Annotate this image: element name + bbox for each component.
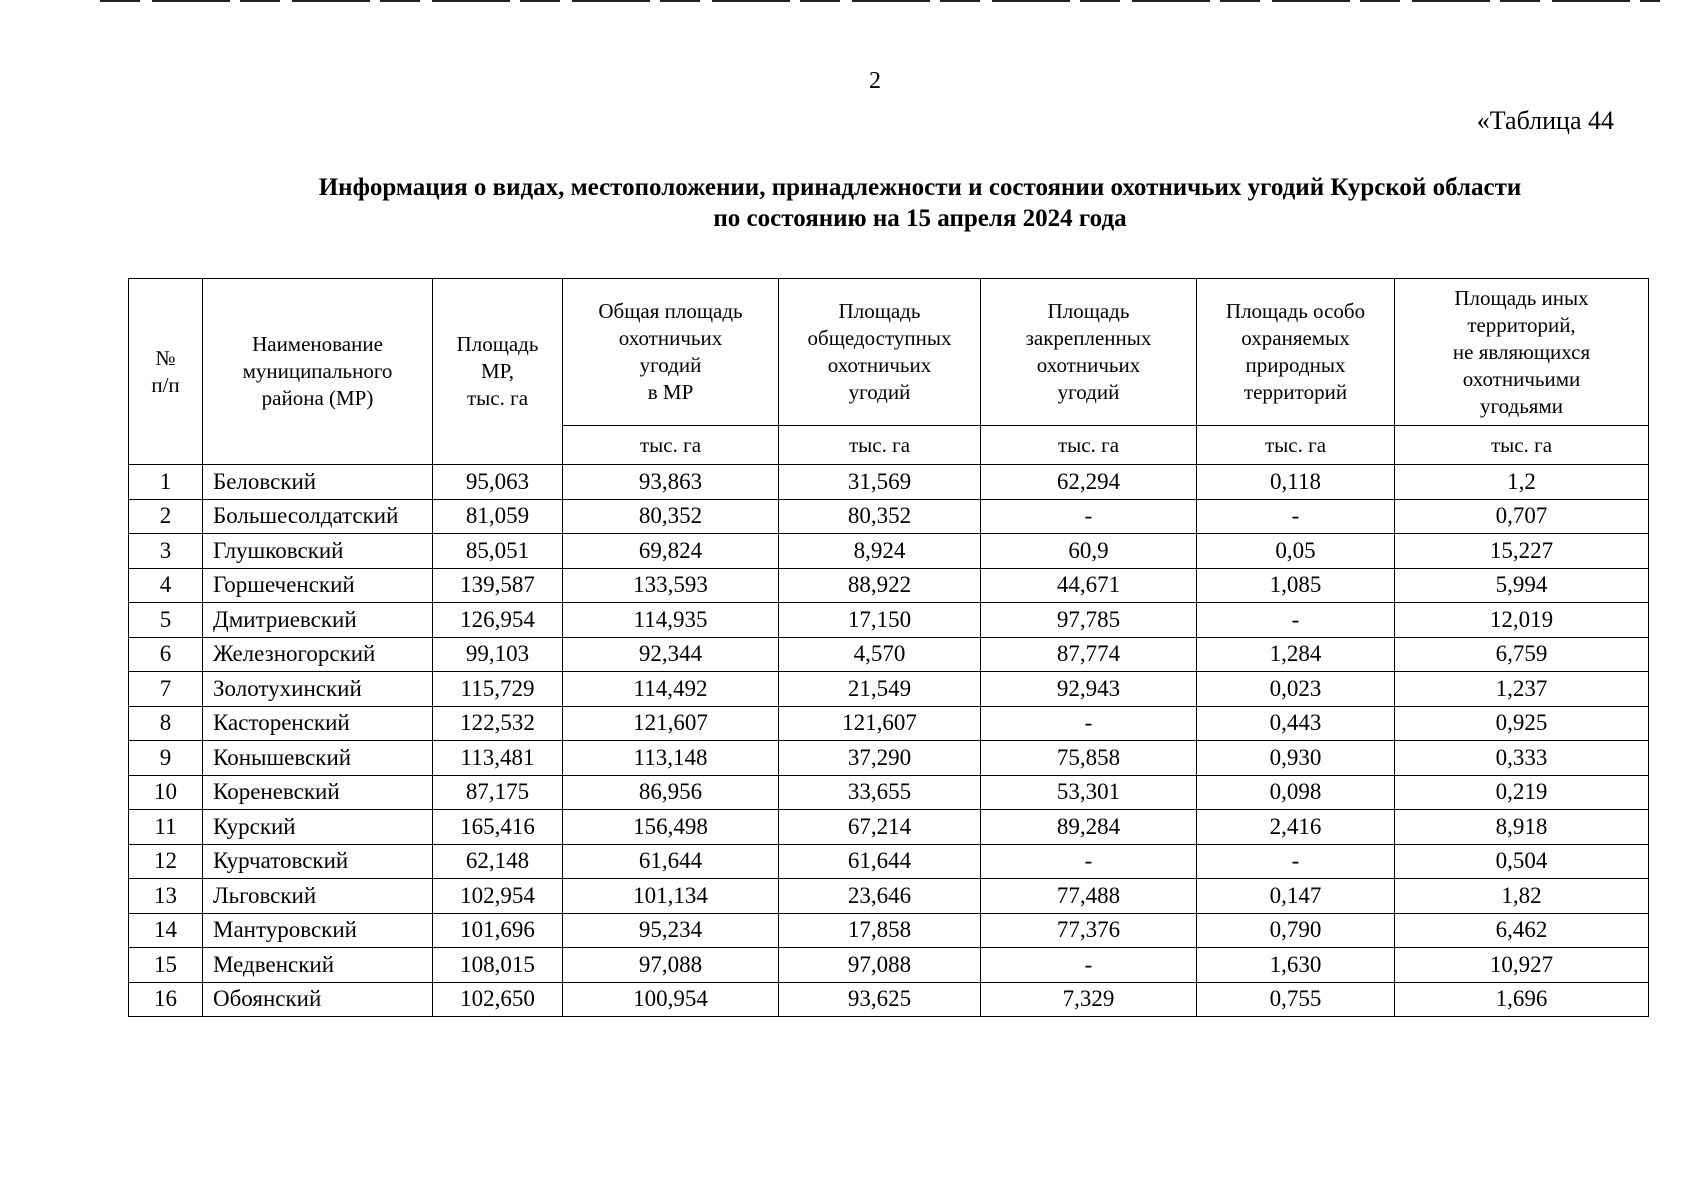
row-number-cell: 6 xyxy=(129,637,203,672)
table-row xyxy=(129,948,1649,983)
row-number-cell: 4 xyxy=(129,568,203,603)
district-name-cell: Курский xyxy=(203,810,433,845)
fixed-area-cell: - xyxy=(981,499,1197,534)
row-number-cell: 16 xyxy=(129,982,203,1017)
total-area-cell: 92,344 xyxy=(563,637,779,672)
other-area-cell: 0,707 xyxy=(1395,499,1649,534)
fixed-area-cell: 44,671 xyxy=(981,568,1197,603)
fixed-area-cell: 62,294 xyxy=(981,465,1197,500)
scan-edge-artifact xyxy=(100,0,1660,2)
district-area-cell: 126,954 xyxy=(433,603,563,638)
public-area-cell: 17,858 xyxy=(779,913,981,948)
fixed-area-cell: - xyxy=(981,948,1197,983)
total-area-cell: 93,863 xyxy=(563,465,779,500)
page-number: 2 xyxy=(869,68,881,94)
header-district-name: Наименование муниципального района (МР) xyxy=(203,279,433,465)
public-area-cell: 80,352 xyxy=(779,499,981,534)
header-row xyxy=(129,279,1649,426)
row-number-cell: 12 xyxy=(129,844,203,879)
fixed-area-cell: 60,9 xyxy=(981,534,1197,569)
oopt-area-cell: 0,05 xyxy=(1197,534,1395,569)
row-number-cell: 10 xyxy=(129,775,203,810)
fixed-area-cell: 89,284 xyxy=(981,810,1197,845)
header-fixed-area: Площадь закрепленных охотничьих угодий xyxy=(981,279,1197,426)
fixed-area-cell: 92,943 xyxy=(981,672,1197,707)
unit-label: тыс. га xyxy=(563,426,779,465)
table-row xyxy=(129,810,1649,845)
district-area-cell: 102,650 xyxy=(433,982,563,1017)
district-area-cell: 102,954 xyxy=(433,879,563,914)
oopt-area-cell: 0,443 xyxy=(1197,706,1395,741)
total-area-cell: 86,956 xyxy=(563,775,779,810)
public-area-cell: 61,644 xyxy=(779,844,981,879)
row-number-cell: 13 xyxy=(129,879,203,914)
oopt-area-cell: 0,118 xyxy=(1197,465,1395,500)
table-row xyxy=(129,534,1649,569)
district-name-cell: Конышевский xyxy=(203,741,433,776)
unit-label: тыс. га xyxy=(1395,426,1649,465)
table-row xyxy=(129,844,1649,879)
other-area-cell: 0,333 xyxy=(1395,741,1649,776)
header-district-area: Площадь МР, тыс. га xyxy=(433,279,563,465)
public-area-cell: 33,655 xyxy=(779,775,981,810)
total-area-cell: 114,492 xyxy=(563,672,779,707)
header-public-area: Площадь общедоступных охотничьих угодий xyxy=(779,279,981,426)
district-name-cell: Льговский xyxy=(203,879,433,914)
oopt-area-cell: 0,023 xyxy=(1197,672,1395,707)
title-line-1: Информация о видах, местоположении, принадлежности и состоянии охотничьих угодий Курской области xyxy=(318,174,1522,201)
table-body xyxy=(129,465,1649,1017)
other-area-cell: 1,2 xyxy=(1395,465,1649,500)
district-name-cell: Кореневский xyxy=(203,775,433,810)
row-number-cell: 1 xyxy=(129,465,203,500)
fixed-area-cell: 87,774 xyxy=(981,637,1197,672)
row-number-cell: 5 xyxy=(129,603,203,638)
table-row xyxy=(129,603,1649,638)
total-area-cell: 80,352 xyxy=(563,499,779,534)
district-area-cell: 101,696 xyxy=(433,913,563,948)
other-area-cell: 12,019 xyxy=(1395,603,1649,638)
district-area-cell: 62,148 xyxy=(433,844,563,879)
district-name-cell: Беловский xyxy=(203,465,433,500)
district-name-cell: Обоянский xyxy=(203,982,433,1017)
other-area-cell: 1,696 xyxy=(1395,982,1649,1017)
other-area-cell: 1,237 xyxy=(1395,672,1649,707)
table-row xyxy=(129,637,1649,672)
total-area-cell: 61,644 xyxy=(563,844,779,879)
district-area-cell: 85,051 xyxy=(433,534,563,569)
title-line-2: по состоянию на 15 апреля 2024 года xyxy=(713,205,1127,232)
oopt-area-cell: 0,790 xyxy=(1197,913,1395,948)
other-area-cell: 15,227 xyxy=(1395,534,1649,569)
other-area-cell: 1,82 xyxy=(1395,879,1649,914)
fixed-area-cell: 53,301 xyxy=(981,775,1197,810)
other-area-cell: 5,994 xyxy=(1395,568,1649,603)
district-name-cell: Железногорский xyxy=(203,637,433,672)
row-number-cell: 8 xyxy=(129,706,203,741)
table-row xyxy=(129,465,1649,500)
district-name-cell: Курчатовский xyxy=(203,844,433,879)
public-area-cell: 93,625 xyxy=(779,982,981,1017)
district-area-cell: 87,175 xyxy=(433,775,563,810)
table-row xyxy=(129,879,1649,914)
table-row xyxy=(129,913,1649,948)
other-area-cell: 0,219 xyxy=(1395,775,1649,810)
district-name-cell: Горшеченский xyxy=(203,568,433,603)
table-row xyxy=(129,499,1649,534)
public-area-cell: 67,214 xyxy=(779,810,981,845)
public-area-cell: 4,570 xyxy=(779,637,981,672)
district-name-cell: Глушковский xyxy=(203,534,433,569)
district-area-cell: 139,587 xyxy=(433,568,563,603)
public-area-cell: 88,922 xyxy=(779,568,981,603)
other-area-cell: 0,925 xyxy=(1395,706,1649,741)
row-number-cell: 11 xyxy=(129,810,203,845)
district-name-cell: Касторенский xyxy=(203,706,433,741)
unit-label: тыс. га xyxy=(779,426,981,465)
fixed-area-cell: - xyxy=(981,844,1197,879)
district-area-cell: 95,063 xyxy=(433,465,563,500)
fixed-area-cell: - xyxy=(981,706,1197,741)
fixed-area-cell: 77,488 xyxy=(981,879,1197,914)
oopt-area-cell: 2,416 xyxy=(1197,810,1395,845)
table-row xyxy=(129,982,1649,1017)
district-area-cell: 165,416 xyxy=(433,810,563,845)
oopt-area-cell: 1,284 xyxy=(1197,637,1395,672)
district-name-cell: Золотухинский xyxy=(203,672,433,707)
table-row xyxy=(129,568,1649,603)
total-area-cell: 101,134 xyxy=(563,879,779,914)
total-area-cell: 69,824 xyxy=(563,534,779,569)
public-area-cell: 21,549 xyxy=(779,672,981,707)
total-area-cell: 133,593 xyxy=(563,568,779,603)
total-area-cell: 100,954 xyxy=(563,982,779,1017)
district-area-cell: 99,103 xyxy=(433,637,563,672)
total-area-cell: 121,607 xyxy=(563,706,779,741)
oopt-area-cell: - xyxy=(1197,844,1395,879)
unit-label: тыс. га xyxy=(981,426,1197,465)
row-number-cell: 14 xyxy=(129,913,203,948)
district-area-cell: 81,059 xyxy=(433,499,563,534)
district-name-cell: Мантуровский xyxy=(203,913,433,948)
row-number-cell: 9 xyxy=(129,741,203,776)
public-area-cell: 37,290 xyxy=(779,741,981,776)
oopt-area-cell: 0,147 xyxy=(1197,879,1395,914)
district-name-cell: Дмитриевский xyxy=(203,603,433,638)
public-area-cell: 97,088 xyxy=(779,948,981,983)
public-area-cell: 8,924 xyxy=(779,534,981,569)
table-row xyxy=(129,775,1649,810)
oopt-area-cell: - xyxy=(1197,499,1395,534)
fixed-area-cell: 97,785 xyxy=(981,603,1197,638)
oopt-area-cell: 0,755 xyxy=(1197,982,1395,1017)
public-area-cell: 17,150 xyxy=(779,603,981,638)
row-number-cell: 15 xyxy=(129,948,203,983)
oopt-area-cell: 0,098 xyxy=(1197,775,1395,810)
district-area-cell: 122,532 xyxy=(433,706,563,741)
public-area-cell: 23,646 xyxy=(779,879,981,914)
total-area-cell: 95,234 xyxy=(563,913,779,948)
district-area-cell: 108,015 xyxy=(433,948,563,983)
header-total-area: Общая площадь охотничьих угодий в МР xyxy=(563,279,779,426)
header-num: № п/п xyxy=(129,279,203,465)
header-oopt-area: Площадь особо охраняемых природных территорий xyxy=(1197,279,1395,426)
hunting-grounds-table xyxy=(128,278,1649,1017)
fixed-area-cell: 75,858 xyxy=(981,741,1197,776)
table-row xyxy=(129,741,1649,776)
oopt-area-cell: 1,085 xyxy=(1197,568,1395,603)
oopt-area-cell: 1,630 xyxy=(1197,948,1395,983)
row-number-cell: 2 xyxy=(129,499,203,534)
row-number-cell: 3 xyxy=(129,534,203,569)
table-row xyxy=(129,672,1649,707)
table-reference: «Таблица 44 xyxy=(1476,106,1614,135)
other-area-cell: 0,504 xyxy=(1395,844,1649,879)
total-area-cell: 156,498 xyxy=(563,810,779,845)
other-area-cell: 6,759 xyxy=(1395,637,1649,672)
public-area-cell: 31,569 xyxy=(779,465,981,500)
total-area-cell: 114,935 xyxy=(563,603,779,638)
district-name-cell: Большесолдатский xyxy=(203,499,433,534)
district-area-cell: 115,729 xyxy=(433,672,563,707)
other-area-cell: 10,927 xyxy=(1395,948,1649,983)
oopt-area-cell: - xyxy=(1197,603,1395,638)
oopt-area-cell: 0,930 xyxy=(1197,741,1395,776)
row-number-cell: 7 xyxy=(129,672,203,707)
table-row xyxy=(129,706,1649,741)
total-area-cell: 97,088 xyxy=(563,948,779,983)
document-title xyxy=(170,172,1670,234)
other-area-cell: 6,462 xyxy=(1395,913,1649,948)
district-area-cell: 113,481 xyxy=(433,741,563,776)
total-area-cell: 113,148 xyxy=(563,741,779,776)
other-area-cell: 8,918 xyxy=(1395,810,1649,845)
fixed-area-cell: 7,329 xyxy=(981,982,1197,1017)
unit-label: тыс. га xyxy=(1197,426,1395,465)
district-name-cell: Медвенский xyxy=(203,948,433,983)
fixed-area-cell: 77,376 xyxy=(981,913,1197,948)
public-area-cell: 121,607 xyxy=(779,706,981,741)
header-other-area: Площадь иных территорий, не являющихся охотничьими угодьями xyxy=(1395,279,1649,426)
